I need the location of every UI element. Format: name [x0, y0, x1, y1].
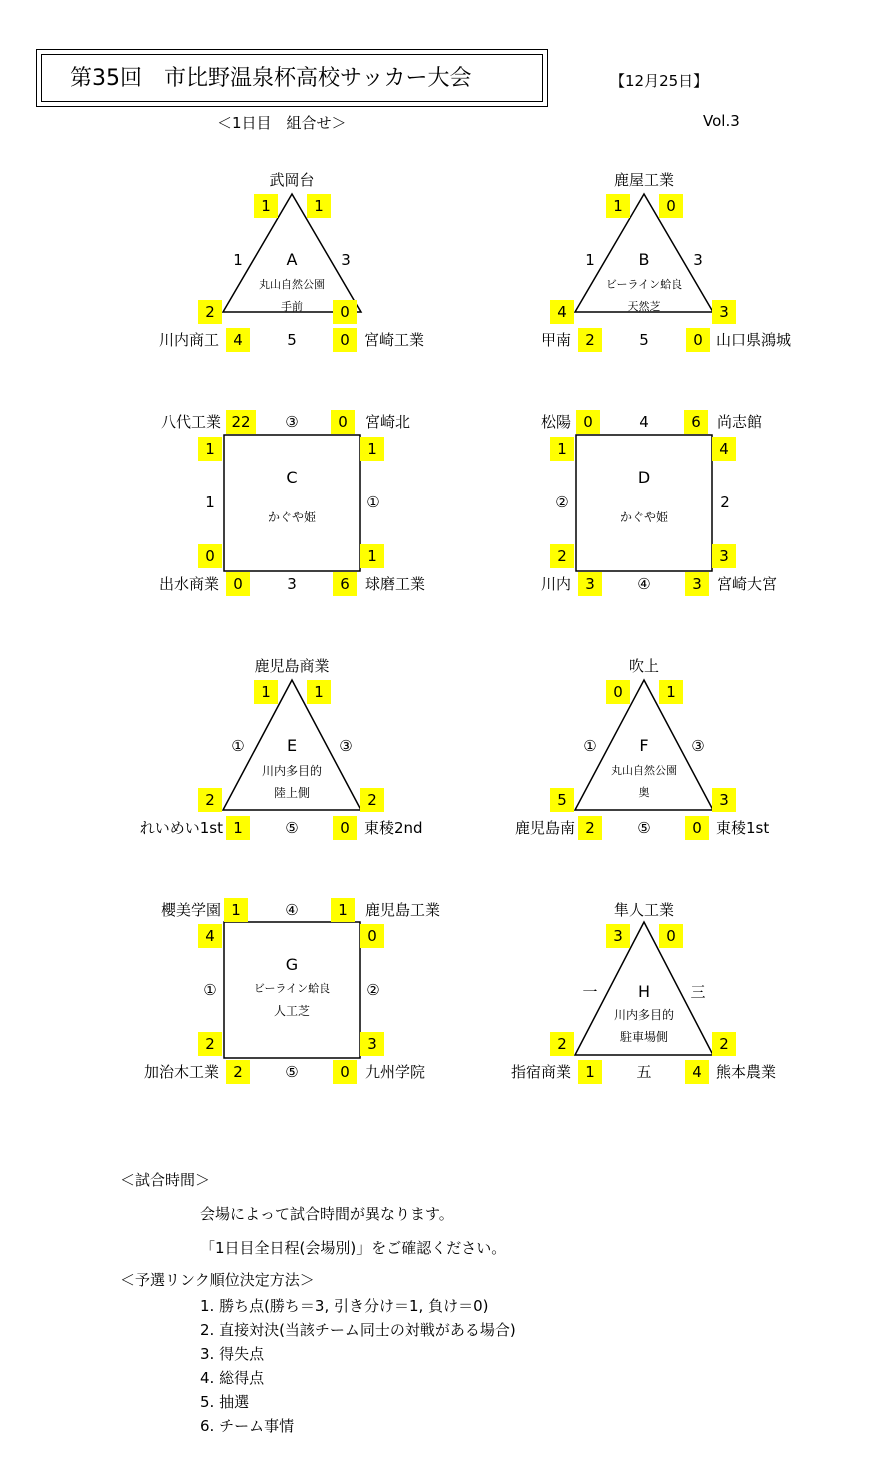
group-f-left-dn-score: 2 — [578, 816, 602, 840]
group-c-venue: かぐや姫 — [267, 510, 317, 524]
group-d-br-team: 宮崎大宮 — [717, 575, 778, 593]
ranking-item: 3. 得失点 — [200, 1345, 265, 1363]
match-time-line-1: 会場によって試合時間が異なります。 — [200, 1205, 454, 1223]
group-d-tr-v-score: 4 — [712, 437, 736, 461]
group-e-match-bottom: ⑤ — [285, 819, 299, 837]
ranking-item: 1. 勝ち点(勝ち＝3, 引き分け＝1, 負け＝0) — [200, 1297, 489, 1315]
group-a-match-bottom: 5 — [287, 331, 297, 349]
group-d-letter: D — [637, 468, 651, 487]
ranking-method-heading: ＜予選リンク順位決定方法＞ — [120, 1271, 315, 1289]
group-d-bl-team: 川内 — [540, 575, 571, 593]
group-b-venue-sub: 天然芝 — [627, 300, 661, 313]
group-e-venue-sub: 陸上側 — [273, 786, 311, 800]
group-e-venue-name: 川内多目的 — [261, 764, 323, 778]
group-d-tr-team: 尚志館 — [717, 413, 763, 431]
group-h-left-team: 指宿商業 — [510, 1063, 571, 1081]
group-a-left-dn-score: 4 — [226, 328, 250, 352]
group-a-right-up-score: 0 — [333, 300, 357, 324]
group-e-right-team: 東稜2nd — [364, 819, 423, 837]
subtitle: ＜1日目 組合せ＞ — [217, 114, 347, 132]
date-label: 【12月25日】 — [610, 72, 709, 90]
group-h-top-left-score: 3 — [606, 924, 630, 948]
group-h-right-team: 熊本農業 — [716, 1063, 777, 1081]
group-f-top-right-score: 1 — [659, 680, 683, 704]
group-a-top-team: 武岡台 — [269, 171, 315, 189]
group-e-top-left-score: 1 — [254, 680, 278, 704]
match-time-line-2: 「1日目全日程(会場別)」をご確認ください。 — [200, 1239, 507, 1257]
group-f-venue-sub: 奥 — [638, 786, 650, 799]
ranking-method-list — [200, 1294, 516, 1438]
group-g-tl-h-score: 1 — [224, 898, 248, 922]
group-f-letter: F — [639, 736, 649, 755]
group-h-venue — [614, 1004, 674, 1048]
group-b-match-bottom: 5 — [639, 331, 649, 349]
group-g-br-h-score: 0 — [333, 1060, 357, 1084]
group-c-bl-team: 出水商業 — [158, 575, 219, 593]
group-c-br-h-score: 6 — [333, 572, 357, 596]
group-f-top-team: 吹上 — [628, 657, 660, 675]
group-g-tl-team: 櫻美学園 — [160, 901, 221, 919]
ranking-item: 5. 抽選 — [200, 1393, 250, 1411]
group-d-match-left: ② — [555, 493, 569, 511]
group-g-venue-sub: 人工芝 — [273, 1004, 311, 1018]
group-f-top-left-score: 0 — [606, 680, 630, 704]
ranking-item: 6. チーム事情 — [200, 1417, 295, 1435]
group-c-tl-h-score: 22 — [226, 410, 256, 434]
group-e-top-right-score: 1 — [307, 680, 331, 704]
group-a-right-dn-score: 0 — [333, 328, 357, 352]
group-d-br-v-score: 3 — [712, 544, 736, 568]
group-g-bl-team: 加治木工業 — [143, 1063, 219, 1081]
group-b-match-left: 1 — [585, 251, 595, 269]
group-c-tr-v-score: 1 — [360, 437, 384, 461]
group-c-tl-team: 八代工業 — [160, 413, 221, 431]
group-h-top-team: 隼人工業 — [613, 901, 675, 919]
group-g-br-team: 九州学院 — [365, 1063, 426, 1081]
group-g-bl-h-score: 2 — [226, 1060, 250, 1084]
group-h-left-up-score: 2 — [550, 1032, 574, 1056]
group-d-tl-team: 松陽 — [540, 413, 571, 431]
group-d-br-h-score: 3 — [685, 572, 709, 596]
group-b-left-up-score: 4 — [550, 300, 574, 324]
group-g-match-left: ① — [203, 981, 217, 999]
group-h-match-right: 三 — [690, 983, 706, 1001]
group-h-venue-name: 川内多目的 — [613, 1008, 675, 1022]
group-e-right-dn-score: 0 — [333, 816, 357, 840]
group-a-top-left-score: 1 — [254, 194, 278, 218]
group-b-match-right: 3 — [693, 251, 703, 269]
group-a-left-team: 川内商工 — [158, 331, 219, 349]
page-title: 第35回 市比野温泉杯高校サッカー大会 — [41, 54, 543, 102]
group-c-match-left: 1 — [205, 493, 215, 511]
group-f-left-team: 鹿児島南 — [514, 819, 575, 837]
group-a-match-right: 3 — [341, 251, 351, 269]
group-g-tr-h-score: 1 — [331, 898, 355, 922]
group-b-venue-name: ビーライン蛤良 — [605, 278, 683, 291]
group-b-left-dn-score: 2 — [578, 328, 602, 352]
group-e-top-team: 鹿児島商業 — [254, 657, 330, 675]
group-g-match-top: ④ — [285, 901, 299, 919]
group-b-top-left-score: 1 — [606, 194, 630, 218]
group-b-top-right-score: 0 — [659, 194, 683, 218]
group-g-match-bottom: ⑤ — [285, 1063, 299, 1081]
group-f-left-up-score: 5 — [550, 788, 574, 812]
group-c-tr-h-score: 0 — [331, 410, 355, 434]
group-g-letter: G — [285, 955, 299, 974]
group-a-top-right-score: 1 — [307, 194, 331, 218]
group-b-right-up-score: 3 — [712, 300, 736, 324]
group-d-match-right: 2 — [720, 493, 730, 511]
group-h-venue-sub: 駐車場側 — [619, 1030, 669, 1044]
group-d-bl-v-score: 2 — [550, 544, 574, 568]
group-a-left-up-score: 2 — [198, 300, 222, 324]
match-time-heading: ＜試合時間＞ — [120, 1171, 211, 1189]
group-g-tr-team: 鹿児島工業 — [365, 901, 441, 919]
volume-label: Vol.3 — [703, 112, 740, 130]
group-c-tr-team: 宮崎北 — [365, 413, 411, 431]
group-c-match-right: ① — [366, 493, 380, 511]
group-g-bl-v-score: 2 — [198, 1032, 222, 1056]
group-e-letter: E — [286, 736, 298, 755]
group-c-match-top: ③ — [285, 413, 299, 431]
group-f-right-team: 東稜1st — [716, 819, 770, 837]
group-e-left-dn-score: 1 — [226, 816, 250, 840]
group-d-tl-h-score: 0 — [576, 410, 600, 434]
ranking-item: 4. 総得点 — [200, 1369, 265, 1387]
group-f-match-right: ③ — [691, 737, 705, 755]
group-h-right-dn-score: 4 — [685, 1060, 709, 1084]
group-c-bl-v-score: 0 — [198, 544, 222, 568]
group-f-match-left: ① — [583, 737, 597, 755]
group-f-match-bottom: ⑤ — [637, 819, 651, 837]
group-d-venue: かぐや姫 — [619, 510, 669, 524]
group-c-br-team: 球磨工業 — [365, 575, 426, 593]
group-c-tl-v-score: 1 — [198, 437, 222, 461]
group-d-tl-v-score: 1 — [550, 437, 574, 461]
group-f-venue-name: 丸山自然公園 — [611, 764, 677, 777]
group-h-right-up-score: 2 — [712, 1032, 736, 1056]
group-d-tr-h-score: 6 — [684, 410, 708, 434]
group-f-right-up-score: 3 — [712, 788, 736, 812]
group-c-bl-h-score: 0 — [226, 572, 250, 596]
group-g-venue-name: ビーライン蛤良 — [253, 982, 331, 995]
group-g-tr-v-score: 0 — [360, 924, 384, 948]
group-h-left-dn-score: 1 — [578, 1060, 602, 1084]
group-g-tl-v-score: 4 — [198, 924, 222, 948]
group-g-br-v-score: 3 — [360, 1032, 384, 1056]
group-h-match-left: 一 — [582, 983, 598, 1001]
group-a-venue-name: 丸山自然公園 — [259, 278, 325, 291]
group-h-match-bottom: 五 — [636, 1063, 652, 1081]
group-h-top-right-score: 0 — [659, 924, 683, 948]
group-a-venue-sub: 手前 — [281, 300, 303, 313]
group-c-match-bottom: 3 — [287, 575, 297, 593]
group-e-left-up-score: 2 — [198, 788, 222, 812]
group-c-br-v-score: 1 — [360, 544, 384, 568]
group-d-match-bottom: ④ — [637, 575, 651, 593]
group-b-letter: B — [638, 250, 650, 269]
group-a-right-team: 宮崎工業 — [364, 331, 425, 349]
ranking-item: 2. 直接対決(当該チーム同士の対戦がある場合) — [200, 1321, 516, 1339]
group-f-right-dn-score: 0 — [685, 816, 709, 840]
group-d-bl-h-score: 3 — [578, 572, 602, 596]
group-e-match-left: ① — [231, 737, 245, 755]
group-c-letter: C — [286, 468, 298, 487]
group-e-match-right: ③ — [339, 737, 353, 755]
group-b-right-team: 山口県鴻城 — [716, 331, 792, 349]
group-d-match-top: 4 — [639, 413, 649, 431]
group-b-top-team: 鹿屋工業 — [613, 171, 675, 189]
group-b-left-team: 甲南 — [540, 331, 571, 349]
group-a-letter: A — [286, 250, 298, 269]
group-e-right-up-score: 2 — [360, 788, 384, 812]
group-g-match-right: ② — [366, 981, 380, 999]
group-a-match-left: 1 — [233, 251, 243, 269]
group-b-right-dn-score: 0 — [686, 328, 710, 352]
group-e-left-team: れいめい1st — [139, 819, 223, 837]
group-h-letter: H — [637, 982, 651, 1001]
